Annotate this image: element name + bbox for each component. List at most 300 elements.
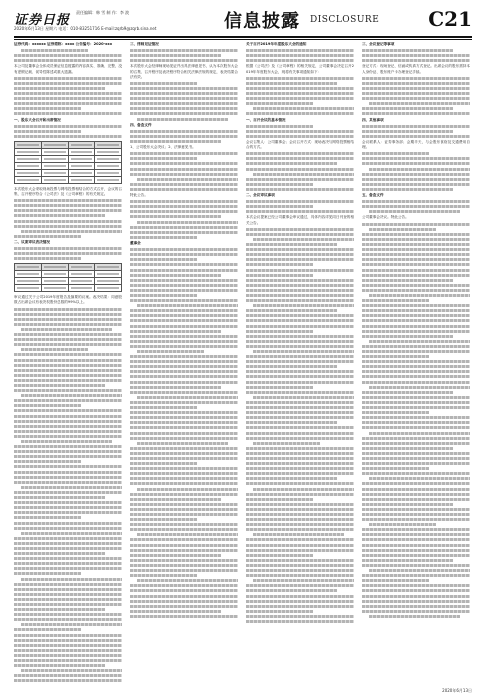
table-cell bbox=[15, 162, 42, 169]
text-line bbox=[362, 248, 470, 251]
text-line bbox=[14, 107, 81, 110]
text-line bbox=[362, 518, 470, 521]
cell-text-line bbox=[17, 179, 39, 181]
table-cell bbox=[95, 141, 122, 148]
text-line bbox=[130, 49, 238, 52]
text-line bbox=[14, 338, 122, 341]
section-heading: 五、备查文件 bbox=[362, 193, 384, 197]
text-line bbox=[130, 406, 197, 409]
article-paragraph: 会议联系人：证券事务部；会期半天，与会股东食宿及交通费用自理。 bbox=[362, 139, 470, 150]
text-line bbox=[246, 274, 313, 277]
article-paragraph: 本次股东大会经律师现场见证并出具法律意见书，认为本次股东大会的召集、召开程序及表决程序符合相关法律法规的规定，表决结果合法有效。 bbox=[130, 64, 238, 79]
section-heading: 三、律师见证情况 bbox=[130, 42, 159, 46]
text-line bbox=[130, 493, 238, 496]
page-footer: 2020年6月13日 bbox=[442, 688, 472, 693]
text-line bbox=[362, 309, 470, 312]
section-title: 信息披露 bbox=[224, 11, 300, 32]
table-cell bbox=[41, 176, 68, 183]
text-line bbox=[14, 399, 122, 402]
text-line bbox=[253, 579, 354, 582]
text-line bbox=[246, 620, 354, 623]
text-line bbox=[246, 503, 354, 506]
table-row bbox=[15, 162, 122, 169]
text-line bbox=[246, 544, 354, 547]
text-line bbox=[362, 59, 470, 62]
text-line bbox=[362, 533, 470, 536]
cell-text-line bbox=[17, 266, 39, 268]
text-line bbox=[246, 401, 354, 404]
text-line bbox=[14, 465, 122, 468]
text-line bbox=[362, 493, 470, 496]
text-line bbox=[369, 294, 470, 297]
text-line bbox=[21, 49, 88, 52]
text-line bbox=[246, 365, 337, 368]
text-line bbox=[362, 411, 429, 414]
cell-text-line bbox=[71, 144, 93, 146]
text-line bbox=[14, 450, 122, 453]
text-line bbox=[362, 595, 470, 598]
text-line bbox=[130, 477, 238, 480]
text-line bbox=[14, 679, 122, 682]
text-line bbox=[362, 579, 429, 582]
text-line bbox=[246, 615, 354, 618]
text-line bbox=[14, 598, 122, 601]
text-line bbox=[362, 442, 470, 445]
text-line bbox=[130, 299, 238, 302]
text-line bbox=[362, 574, 470, 577]
text-line bbox=[246, 564, 354, 567]
text-line bbox=[362, 437, 470, 440]
text-line bbox=[14, 588, 122, 591]
cell-text-line bbox=[71, 158, 93, 160]
text-line bbox=[362, 421, 470, 424]
table-cell bbox=[68, 176, 95, 183]
text-line bbox=[21, 486, 122, 489]
text-line bbox=[362, 589, 470, 592]
text-line bbox=[362, 416, 470, 419]
text-line bbox=[130, 615, 238, 618]
text-line bbox=[130, 375, 238, 378]
table-row bbox=[15, 264, 122, 271]
text-line bbox=[362, 253, 470, 256]
cell-text-line bbox=[44, 287, 66, 289]
text-line bbox=[130, 589, 238, 592]
text-line bbox=[369, 210, 460, 213]
article-paragraph: 公司董事会决议。特此公告。 bbox=[362, 215, 409, 220]
text-line bbox=[14, 420, 122, 423]
text-line bbox=[362, 269, 470, 272]
text-line bbox=[246, 421, 337, 424]
table-row bbox=[15, 141, 122, 148]
article-column-1 bbox=[14, 42, 122, 682]
table-cell bbox=[41, 148, 68, 155]
text-line bbox=[14, 379, 122, 382]
text-line bbox=[130, 498, 221, 501]
text-line bbox=[130, 600, 238, 603]
text-line bbox=[130, 437, 238, 440]
text-line bbox=[14, 491, 122, 494]
table-cell bbox=[95, 278, 122, 285]
text-line bbox=[362, 284, 470, 287]
text-line bbox=[14, 389, 122, 392]
text-line bbox=[246, 432, 354, 435]
text-line bbox=[14, 384, 105, 387]
text-line bbox=[14, 537, 122, 540]
text-line bbox=[14, 374, 122, 377]
text-line bbox=[14, 130, 81, 133]
text-line bbox=[14, 557, 122, 560]
text-line bbox=[362, 600, 470, 603]
text-line bbox=[14, 323, 122, 326]
text-line bbox=[253, 488, 354, 491]
text-line bbox=[130, 462, 197, 465]
text-line bbox=[130, 569, 238, 572]
text-line bbox=[246, 284, 354, 287]
article-paragraph: 本次股东大会采取现场投票与网络投票相结合的方式召开，会议的召集、召开程序符合《公司法》及《公司章程》的有关规定。 bbox=[14, 186, 122, 196]
text-line bbox=[130, 345, 238, 348]
article-column-3 bbox=[246, 42, 354, 682]
table-cell bbox=[68, 264, 95, 271]
text-line bbox=[14, 628, 81, 631]
text-line bbox=[362, 391, 453, 394]
text-line bbox=[14, 318, 122, 321]
text-line bbox=[362, 559, 453, 562]
text-line bbox=[130, 370, 238, 373]
text-line bbox=[246, 59, 354, 62]
text-line bbox=[21, 623, 122, 626]
text-line bbox=[14, 659, 122, 662]
text-line bbox=[246, 381, 354, 384]
cell-text-line bbox=[71, 179, 93, 181]
cell-text-line bbox=[71, 172, 93, 174]
text-line bbox=[246, 457, 354, 460]
text-line bbox=[130, 467, 238, 470]
text-line bbox=[362, 130, 453, 133]
text-line bbox=[14, 455, 122, 458]
text-line bbox=[130, 554, 221, 557]
text-line bbox=[14, 353, 122, 356]
text-line bbox=[246, 375, 354, 378]
text-line bbox=[246, 472, 354, 475]
text-line bbox=[130, 482, 238, 485]
table-cell bbox=[15, 169, 42, 176]
text-line bbox=[246, 340, 354, 343]
text-line bbox=[14, 430, 122, 433]
text-line bbox=[130, 162, 238, 165]
text-line bbox=[246, 335, 354, 338]
text-line bbox=[362, 564, 470, 567]
text-line bbox=[130, 457, 238, 460]
table-cell bbox=[68, 271, 95, 278]
text-line bbox=[362, 319, 470, 322]
text-line bbox=[14, 542, 122, 545]
text-line bbox=[137, 178, 238, 181]
text-line bbox=[130, 82, 197, 85]
text-line bbox=[369, 477, 470, 480]
text-line bbox=[14, 572, 81, 575]
text-line bbox=[130, 289, 238, 292]
text-line bbox=[246, 325, 354, 328]
text-line bbox=[14, 257, 81, 260]
text-line bbox=[21, 348, 88, 351]
text-line bbox=[246, 233, 354, 236]
text-line bbox=[14, 644, 122, 647]
cell-text-line bbox=[44, 158, 66, 160]
table-row bbox=[15, 285, 122, 292]
text-line bbox=[246, 600, 354, 603]
text-line bbox=[14, 567, 122, 570]
text-line bbox=[246, 253, 354, 256]
text-line bbox=[21, 532, 122, 535]
text-line bbox=[14, 649, 122, 652]
text-line bbox=[14, 435, 122, 438]
text-line bbox=[246, 157, 354, 160]
text-line bbox=[362, 488, 470, 491]
text-line bbox=[246, 289, 354, 292]
text-line bbox=[246, 538, 354, 541]
cell-text-line bbox=[97, 172, 119, 174]
text-line bbox=[246, 452, 354, 455]
article-paragraph: 特此公告。 bbox=[130, 193, 148, 197]
text-line bbox=[14, 409, 122, 412]
text-line bbox=[130, 452, 238, 455]
cell-text-line bbox=[97, 280, 119, 282]
text-line bbox=[130, 87, 238, 90]
text-line bbox=[246, 210, 354, 213]
text-line bbox=[246, 178, 354, 181]
text-line bbox=[246, 258, 354, 261]
section-heading: 一、召开会议的基本情况 bbox=[246, 117, 286, 122]
text-line bbox=[362, 549, 470, 552]
text-line bbox=[130, 447, 238, 450]
text-line bbox=[362, 503, 453, 506]
text-line bbox=[253, 350, 354, 353]
text-line bbox=[14, 608, 105, 611]
text-line bbox=[246, 493, 354, 496]
text-line bbox=[130, 279, 238, 282]
text-line bbox=[253, 107, 354, 110]
text-line bbox=[246, 482, 354, 485]
text-line bbox=[130, 411, 238, 414]
text-line bbox=[14, 220, 122, 223]
section-heading: 三、会议登记等事项 bbox=[362, 42, 395, 46]
text-line bbox=[21, 394, 122, 397]
text-line bbox=[14, 593, 122, 596]
text-line bbox=[130, 210, 238, 213]
text-line bbox=[246, 112, 354, 115]
table-cell bbox=[95, 155, 122, 162]
text-line bbox=[246, 269, 354, 272]
text-line bbox=[362, 97, 470, 100]
text-line bbox=[362, 279, 453, 282]
cell-text-line bbox=[44, 280, 66, 282]
text-line bbox=[362, 304, 470, 307]
text-line bbox=[130, 157, 197, 160]
cell-text-line bbox=[71, 280, 93, 282]
text-line bbox=[362, 406, 470, 409]
cell-text-line bbox=[44, 151, 66, 153]
cell-text-line bbox=[71, 287, 93, 289]
cell-text-line bbox=[97, 266, 119, 268]
text-line bbox=[362, 330, 470, 333]
article-paragraph: 审议通过关于公司2019年度报告及摘要的议案。表决结果：同意股数占出席会议有表决权股份总数的99%以上。 bbox=[14, 295, 122, 305]
text-line bbox=[362, 92, 470, 95]
text-line bbox=[130, 135, 238, 138]
text-line bbox=[130, 102, 238, 105]
text-line bbox=[362, 610, 470, 613]
text-line bbox=[14, 674, 122, 677]
table-cell bbox=[15, 285, 42, 292]
table-cell bbox=[68, 169, 95, 176]
section-heading: 四、其他事项 bbox=[362, 117, 384, 122]
text-line bbox=[246, 168, 354, 171]
text-line bbox=[130, 231, 238, 234]
text-line bbox=[246, 309, 337, 312]
text-line bbox=[362, 289, 470, 292]
text-line bbox=[246, 87, 354, 90]
text-line bbox=[362, 447, 453, 450]
text-line bbox=[14, 214, 105, 217]
text-line bbox=[246, 228, 354, 231]
text-line bbox=[14, 496, 105, 499]
text-line bbox=[130, 401, 238, 404]
section-title-en: DISCLOSURE bbox=[310, 15, 380, 25]
text-line bbox=[362, 345, 470, 348]
text-line bbox=[130, 432, 238, 435]
text-line bbox=[246, 102, 313, 105]
text-line bbox=[130, 183, 238, 186]
cell-text-line bbox=[71, 165, 93, 167]
text-line bbox=[14, 82, 122, 85]
text-line bbox=[246, 386, 313, 389]
text-line bbox=[362, 107, 453, 110]
text-line bbox=[369, 432, 470, 435]
text-line bbox=[362, 152, 429, 155]
text-line bbox=[137, 396, 238, 399]
text-line bbox=[130, 97, 238, 100]
text-line bbox=[246, 82, 337, 85]
text-line bbox=[14, 481, 122, 484]
table-cell bbox=[68, 148, 95, 155]
cell-text-line bbox=[71, 266, 93, 268]
page-number: C21 bbox=[428, 7, 472, 31]
text-line bbox=[362, 335, 453, 338]
text-line bbox=[130, 274, 221, 277]
text-line bbox=[130, 508, 238, 511]
text-line bbox=[362, 162, 470, 165]
text-line bbox=[130, 112, 238, 115]
text-line bbox=[246, 559, 354, 562]
text-line bbox=[137, 442, 228, 445]
text-line bbox=[130, 391, 238, 394]
text-line bbox=[14, 639, 122, 642]
text-line bbox=[246, 370, 354, 373]
editor-info: 责任编辑：韩 雪 制 作：李 波 bbox=[76, 10, 130, 15]
cell-text-line bbox=[71, 273, 93, 275]
table-cell bbox=[15, 271, 42, 278]
text-line bbox=[137, 118, 228, 121]
table-cell bbox=[68, 285, 95, 292]
text-line bbox=[246, 355, 354, 358]
text-line bbox=[362, 452, 470, 455]
table-row bbox=[15, 169, 122, 176]
text-line bbox=[362, 513, 470, 516]
text-line bbox=[362, 605, 470, 608]
text-line bbox=[246, 518, 354, 521]
text-line bbox=[130, 130, 238, 133]
text-line bbox=[130, 549, 238, 552]
text-line bbox=[14, 54, 122, 57]
table-cell bbox=[68, 141, 95, 148]
text-line bbox=[246, 135, 354, 138]
text-line bbox=[14, 522, 122, 525]
cell-text-line bbox=[44, 273, 66, 275]
text-line bbox=[362, 54, 470, 57]
cell-text-line bbox=[97, 287, 119, 289]
text-line bbox=[130, 107, 238, 110]
text-line bbox=[14, 618, 122, 621]
text-line bbox=[362, 205, 470, 208]
text-line bbox=[362, 554, 470, 557]
text-line bbox=[14, 333, 122, 336]
table-cell bbox=[95, 285, 122, 292]
text-line bbox=[130, 330, 221, 333]
text-line bbox=[246, 125, 313, 128]
data-table bbox=[14, 141, 122, 184]
text-line bbox=[130, 538, 238, 541]
text-line bbox=[246, 92, 354, 95]
text-line bbox=[362, 401, 470, 404]
text-line bbox=[362, 82, 470, 85]
table-cell bbox=[95, 264, 122, 271]
text-line bbox=[14, 59, 122, 62]
text-line bbox=[130, 595, 238, 598]
table-cell bbox=[15, 148, 42, 155]
text-line bbox=[246, 513, 354, 516]
text-line bbox=[130, 365, 238, 368]
section-heading: 四、备查文件 bbox=[130, 122, 152, 127]
cell-text-line bbox=[44, 165, 66, 167]
text-line bbox=[130, 226, 238, 229]
text-line bbox=[130, 528, 238, 531]
text-line bbox=[362, 508, 470, 511]
text-line bbox=[130, 355, 238, 358]
text-line bbox=[14, 343, 122, 346]
text-line bbox=[246, 162, 337, 165]
text-line bbox=[362, 370, 470, 373]
text-line bbox=[246, 77, 354, 80]
table-cell bbox=[15, 264, 42, 271]
text-line bbox=[246, 595, 354, 598]
text-line bbox=[130, 513, 238, 516]
cell-text-line bbox=[17, 144, 39, 146]
text-line bbox=[137, 533, 238, 536]
text-line bbox=[246, 411, 354, 414]
text-line bbox=[362, 178, 470, 181]
text-line bbox=[130, 523, 238, 526]
text-line bbox=[362, 544, 470, 547]
text-line bbox=[362, 325, 470, 328]
text-line bbox=[137, 579, 238, 582]
text-line bbox=[369, 340, 470, 343]
text-line bbox=[14, 445, 122, 448]
text-line bbox=[362, 188, 453, 191]
cell-text-line bbox=[97, 273, 119, 275]
cell-text-line bbox=[97, 179, 119, 181]
text-line bbox=[246, 508, 354, 511]
text-line bbox=[246, 130, 354, 133]
text-line bbox=[14, 511, 122, 514]
